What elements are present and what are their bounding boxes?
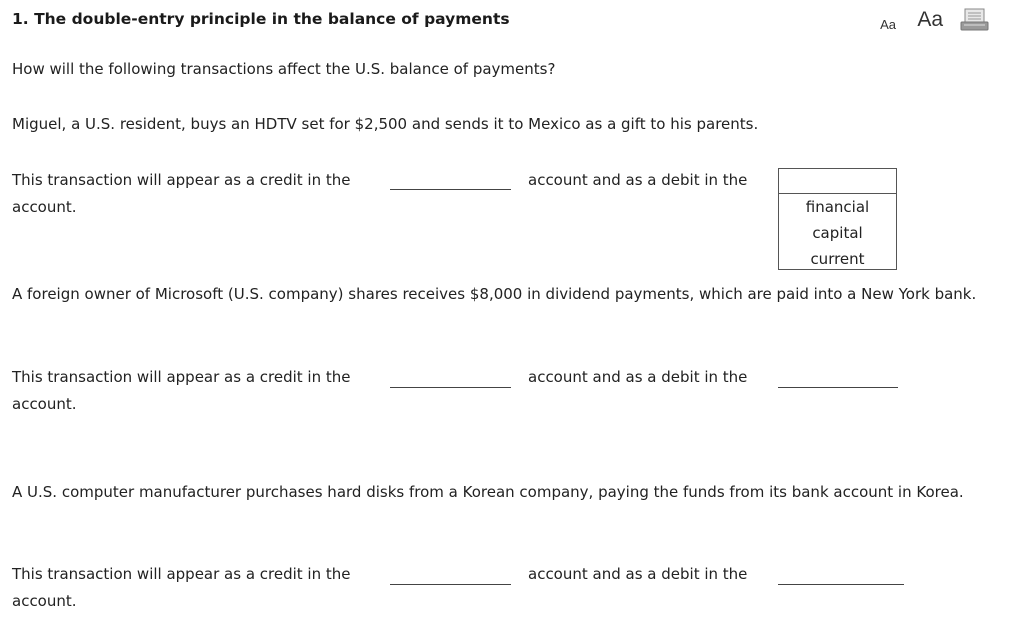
question-prompt: How will the following transactions affect the U.S. balance of payments? [12,60,556,78]
transaction-3-debit-blank[interactable] [778,584,904,585]
text-size-small-button[interactable]: Aa [880,17,896,32]
dropdown-option-financial[interactable]: financial [805,198,870,216]
dropdown-option-capital[interactable]: capital [812,224,863,242]
transaction-1-debit-dropdown[interactable] [778,168,897,270]
text-size-large-button[interactable]: Aa [917,8,943,31]
transaction-2-credit-blank[interactable] [390,387,511,388]
transaction-1-description: Miguel, a U.S. resident, buys an HDTV set for $2,500 and sends it to Mexico as a gift to his parents. [12,115,759,133]
transaction-1-credit-blank[interactable] [390,189,511,190]
transaction-1-text-before: This transaction will appear as a credit in the [12,171,351,189]
transaction-3-credit-blank[interactable] [390,584,511,585]
question-title: 1. The double-entry principle in the balance of payments [12,10,510,28]
dropdown-selected-value[interactable] [779,169,896,194]
transaction-2-description: A foreign owner of Microsoft (U.S. company) shares receives $8,000 in dividend payments, which are paid into a New York bank. [12,285,977,303]
transaction-3-text-after: account. [12,592,77,610]
transaction-2-text-after: account. [12,395,77,413]
transaction-1-text-after: account. [12,198,77,216]
transaction-1-text-middle: account and as a debit in the [528,171,748,189]
dropdown-option-current[interactable]: current [810,250,865,268]
printer-icon[interactable] [960,8,989,32]
transaction-3-text-before: This transaction will appear as a credit in the [12,565,351,583]
transaction-3-text-middle: account and as a debit in the [528,565,748,583]
transaction-2-text-before: This transaction will appear as a credit in the [12,368,351,386]
transaction-3-description: A U.S. computer manufacturer purchases hard disks from a Korean company, paying the funds from its bank account in Korea. [12,483,964,501]
transaction-2-debit-blank[interactable] [778,387,898,388]
transaction-2-text-middle: account and as a debit in the [528,368,748,386]
